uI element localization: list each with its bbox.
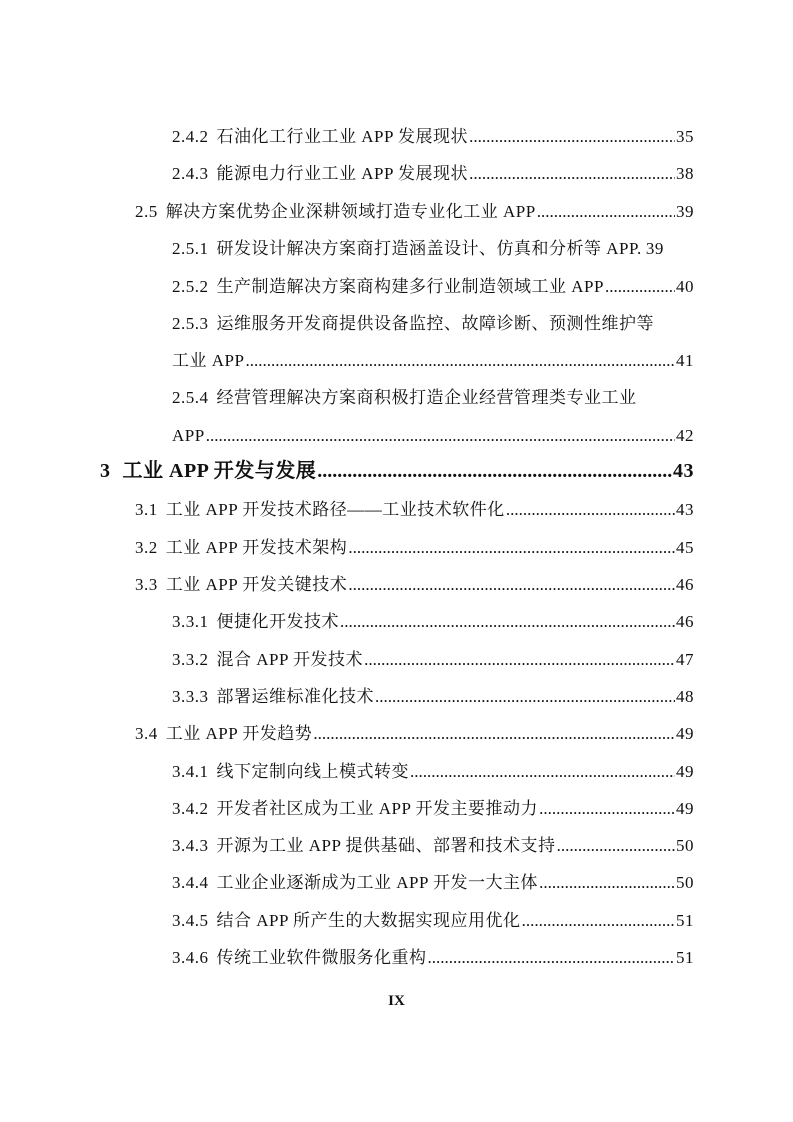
toc-leader-dots: [469, 127, 675, 147]
page-number-footer: IX: [388, 993, 405, 1009]
toc-leader-dots: [539, 799, 675, 819]
toc-entry-number: 3.4.1: [172, 762, 209, 781]
toc-leader-dots: [364, 650, 675, 670]
toc-entry-number: 2.4.2: [172, 127, 209, 146]
toc-entry-title: 便捷化开发技术: [216, 612, 339, 631]
toc-entry-title: 工业 APP 开发技术架构: [165, 538, 348, 557]
toc-entry-title: 线下定制向线上模式转变: [216, 762, 409, 781]
toc-leader-dots: [410, 762, 675, 782]
toc-leader-dots: [539, 873, 675, 893]
toc-entry-title: 结合 APP 所产生的大数据实现应用优化: [216, 911, 521, 930]
toc-leader-dots: [245, 351, 675, 371]
toc-leader-dots: [605, 277, 675, 297]
toc-entry-page: 50: [676, 836, 694, 855]
toc-entry-page: 46: [676, 612, 694, 631]
toc-entry[interactable]: [172, 799, 694, 819]
toc-entry-title: 工业 APP 开发关键技术: [165, 575, 348, 594]
toc-entry-page: 45: [676, 538, 694, 557]
toc-entry[interactable]: [172, 127, 694, 147]
toc-entry-title: 部署运维标准化技术: [216, 687, 374, 706]
toc-entry-number: 2.5.3: [172, 314, 209, 333]
toc-entry[interactable]: [172, 277, 694, 297]
toc-entry-number: 2.5: [135, 202, 158, 221]
toc-entry-page: 49: [676, 799, 694, 818]
toc-entry-title: 工业企业逐渐成为工业 APP 开发一大主体: [216, 873, 539, 892]
toc-leader-dots: [317, 461, 672, 481]
toc-entry-title: 能源电力行业工业 APP 发展现状: [216, 164, 469, 183]
toc-entry-title: 解决方案优势企业深耕领域打造专业化工业 APP: [165, 202, 536, 221]
toc-entry-page: 49: [676, 762, 694, 781]
toc-leader-dots: [522, 911, 675, 931]
toc-entry[interactable]: [172, 873, 694, 893]
toc-entry-page: 43: [673, 460, 694, 482]
toc-entry-page: 50: [676, 873, 694, 892]
toc-entry[interactable]: [172, 612, 694, 632]
toc-entry-title: 开发者社区成为工业 APP 开发主要推动力: [216, 799, 539, 818]
toc-entry-title: 生产制造解决方案商构建多行业制造领域工业 APP: [216, 277, 604, 296]
toc-entry-title: 工业 APP 开发与发展: [122, 460, 317, 482]
toc-entry-title-cont: APP: [172, 426, 205, 445]
toc-entry[interactable]: [172, 948, 694, 968]
toc-entry-page: 49: [676, 724, 694, 743]
toc-entry-number: 3.4.5: [172, 911, 209, 930]
toc-entry-number: 2.5.4: [172, 388, 209, 407]
toc-leader-dots: [537, 202, 675, 222]
toc-leader-dots: [469, 164, 675, 184]
toc-entry-page: 51: [676, 948, 694, 967]
toc-leader-dots: [348, 538, 675, 558]
toc-entry[interactable]: [172, 164, 694, 184]
toc-entry[interactable]: [172, 650, 694, 670]
toc-entry-page: 39: [676, 202, 694, 221]
toc-entry-number: 3.3: [135, 575, 158, 594]
toc-entry-title: 经营管理解决方案商积极打造企业经营管理类专业工业: [216, 388, 637, 407]
toc-entry-number: 3.1: [135, 500, 158, 519]
toc-entry[interactable]: [172, 239, 694, 259]
toc-entry[interactable]: [172, 762, 694, 782]
toc-entry[interactable]: [172, 911, 694, 931]
toc-leader-dots: [506, 500, 675, 520]
toc-entry-page: 40: [676, 277, 694, 296]
toc-entry-title: 运维服务开发商提供设备监控、故障诊断、预测性维护等: [216, 314, 654, 333]
toc-entry-page: 43: [676, 500, 694, 519]
toc-leader-dots: [428, 948, 676, 968]
toc-entry[interactable]: [135, 724, 694, 744]
toc-entry-page: 39: [645, 239, 664, 258]
toc-entry-title: 研发设计解决方案商打造涵盖设计、仿真和分析等 APP.: [216, 239, 642, 258]
toc-entry-number: 3.3.1: [172, 612, 209, 631]
toc-entry-number: 3.4.4: [172, 873, 209, 892]
toc-entry-continuation[interactable]: [172, 426, 694, 446]
toc-entry-number: 3.4.3: [172, 836, 209, 855]
toc-entry-title: 石油化工行业工业 APP 发展现状: [216, 127, 469, 146]
toc-entry-number: 2.5.2: [172, 277, 209, 296]
toc-entry-title-cont: 工业 APP: [172, 351, 245, 370]
toc-entry-continuation[interactable]: [172, 351, 694, 371]
toc-entry-page: 47: [676, 650, 694, 669]
toc-entry-number: 2.4.3: [172, 164, 209, 183]
toc-leader-dots: [340, 612, 675, 632]
toc-entry[interactable]: [172, 687, 694, 707]
toc-entry[interactable]: [172, 836, 694, 856]
toc-entry[interactable]: [135, 538, 694, 558]
toc-entry[interactable]: [135, 202, 694, 222]
toc-entry-page: 41: [676, 351, 694, 370]
toc-entry-page: 48: [676, 687, 694, 706]
toc-entry-title: 工业 APP 开发趋势: [165, 724, 313, 743]
toc-entry-number: 3: [100, 460, 111, 482]
toc-leader-dots: [348, 575, 675, 595]
toc-entry-number: 3.2: [135, 538, 158, 557]
toc-leader-dots: [313, 724, 675, 744]
toc-entry-page: 35: [676, 127, 694, 146]
toc-entry-page: 51: [676, 911, 694, 930]
toc-entry[interactable]: [135, 500, 694, 520]
toc-entry-number: 3.3.2: [172, 650, 209, 669]
toc-entry[interactable]: [135, 575, 694, 595]
toc-entry-first-line[interactable]: [172, 388, 637, 408]
toc-entry-number: 2.5.1: [172, 239, 209, 258]
toc-entry-title: 工业 APP 开发技术路径——工业技术软件化: [165, 500, 505, 519]
toc-entry-page: 38: [676, 164, 694, 183]
toc-leader-dots: [557, 836, 675, 856]
toc-entry-number: 3.3.3: [172, 687, 209, 706]
toc-entry-title: 混合 APP 开发技术: [216, 650, 364, 669]
toc-entry-first-line[interactable]: [172, 314, 654, 334]
toc-leader-dots: [375, 687, 675, 707]
toc-entry-number: 3.4.6: [172, 948, 209, 967]
toc-entry-title: 传统工业软件微服务化重构: [216, 948, 427, 967]
toc-entry-title: 开源为工业 APP 提供基础、部署和技术支持: [216, 836, 556, 855]
toc-entry-page: 46: [676, 575, 694, 594]
toc-leader-dots: [206, 426, 675, 446]
toc-entry-page: 42: [676, 426, 694, 445]
toc-chapter-entry[interactable]: [100, 461, 694, 481]
toc-entry-number: 3.4.2: [172, 799, 209, 818]
toc-entry-number: 3.4: [135, 724, 158, 743]
